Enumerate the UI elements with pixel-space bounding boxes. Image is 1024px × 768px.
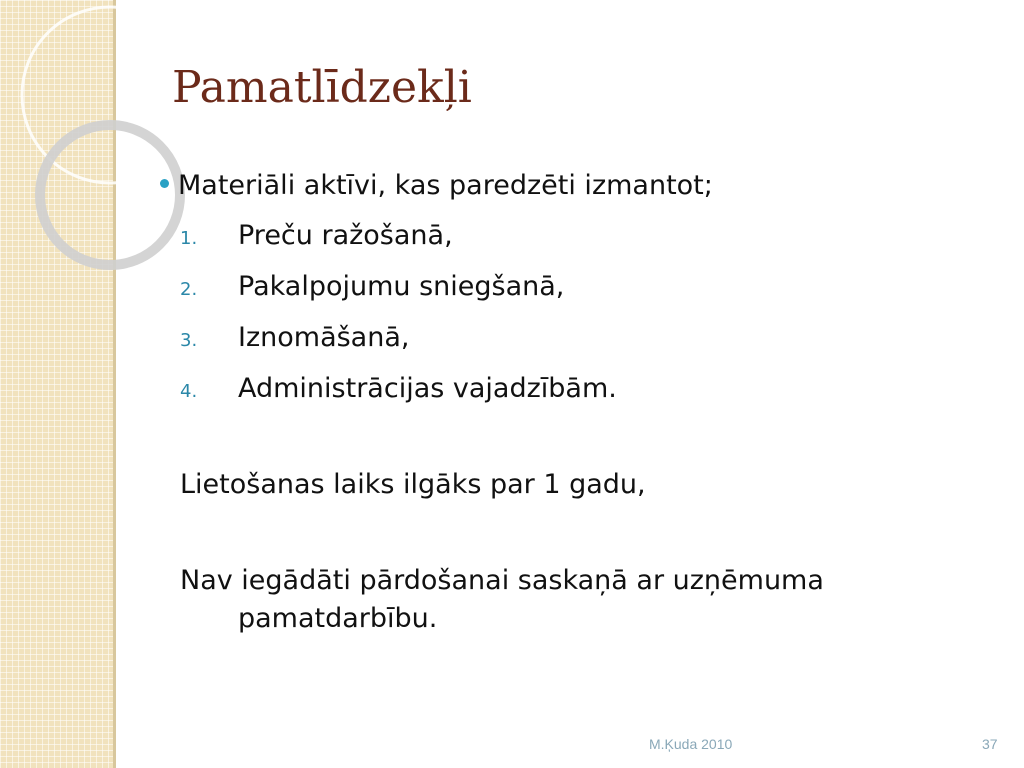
bullet-text: Materiāli aktīvi, kas paredzēti izmantot;: [178, 170, 713, 201]
slide-content: [180, 170, 980, 638]
list-item: [180, 220, 980, 271]
slide-title: Pamatlīdzekļi: [172, 62, 472, 113]
list-item-text: Iznomāšanā,: [238, 322, 410, 353]
list-item: [180, 271, 980, 322]
list-number: 2.: [180, 279, 198, 300]
bullet-item: [180, 170, 980, 206]
list-number: 4.: [180, 381, 198, 402]
list-item: [180, 373, 980, 424]
decorative-rings: [0, 0, 200, 300]
numbered-list: [180, 220, 980, 424]
paragraph-not-for-sale: Nav iegādāti pārdošanai saskaņā ar uzņēmuma pamatdarbību.: [180, 565, 824, 634]
page-number: 37: [982, 736, 998, 752]
list-item-text: Preču ražošanā,: [238, 220, 453, 251]
list-number: 1.: [180, 228, 198, 249]
bullet-dot-icon: [160, 179, 169, 188]
paragraph-lifetime: Lietošanas laiks ilgāks par 1 gadu,: [180, 469, 646, 500]
list-number: 3.: [180, 330, 198, 351]
list-item-text: Administrācijas vajadzībām.: [238, 373, 617, 404]
list-item-text: Pakalpojumu sniegšanā,: [238, 271, 565, 302]
decorative-ring-inner: [40, 125, 180, 265]
list-item: [180, 322, 980, 373]
footer-author: M.Ķuda 2010: [649, 736, 733, 752]
